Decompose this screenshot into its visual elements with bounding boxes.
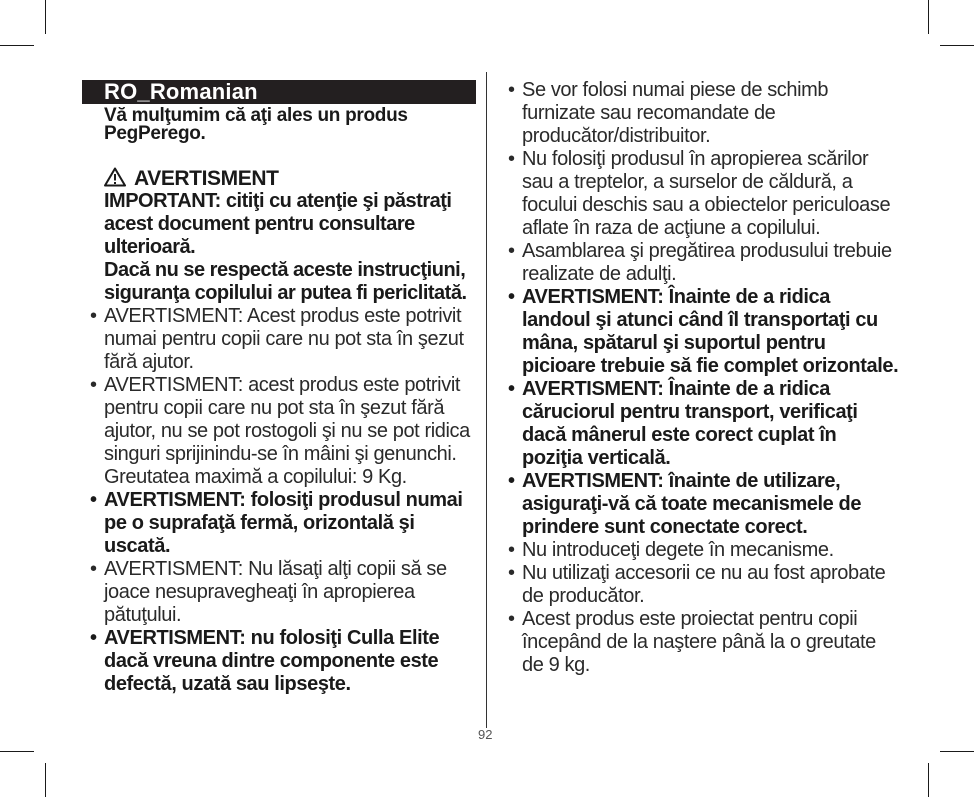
list-item: • Asamblarea şi pregătirea produsului trebuie realizate de adulţi. bbox=[506, 240, 901, 286]
crop-mark bbox=[928, 0, 929, 34]
list-item: • AVERTISMENT: folosiţi produsul numai pe o suprafaţă fermă, orizontală şi uscată. bbox=[88, 489, 474, 558]
important-note: IMPORTANT: citiţi cu atenţie şi păstraţi acest document pentru consultare ulterioară. bbox=[104, 190, 452, 258]
list-item: • AVERTISMENT: înainte de utilizare, asiguraţi-vă că toate mecanismele de prindere sunt conectate corect. bbox=[506, 470, 901, 539]
list-item: • AVERTISMENT: nu folosiţi Culla Elite dacă vreuna dintre componente este defectă, uzată sau lipseşte. bbox=[88, 627, 474, 696]
crop-mark bbox=[45, 763, 46, 797]
column-divider bbox=[486, 72, 487, 728]
list-item: • AVERTISMENT: Înainte de a ridica landoul şi atunci când îl transportaţi cu mâna, spătarul şi suportul pentru picioare trebuie să fie complet orizontale. bbox=[506, 286, 901, 378]
list-item: • Se vor folosi numai piese de schimb furnizate sau recomandate de producător/distribuitor. bbox=[506, 79, 901, 148]
left-warning-list bbox=[88, 305, 474, 696]
page-number: 92 bbox=[478, 727, 493, 742]
left-column bbox=[88, 107, 474, 696]
warning-triangle-icon bbox=[104, 167, 126, 187]
safety-note: Dacă nu se respectă aceste instrucţiuni, siguranţa copilului ar putea fi periclitată. bbox=[104, 259, 467, 304]
list-item: • AVERTISMENT: Înainte de a ridica căruciorul pentru transport, verificaţi dacă mânerul este corect cuplat în poziţia verticală. bbox=[506, 378, 901, 470]
list-item: • Nu introduceţi degete în mecanisme. bbox=[506, 539, 901, 562]
language-header: RO_Romanian bbox=[82, 80, 476, 104]
crop-mark bbox=[0, 751, 34, 752]
list-item: • Nu utilizaţi accesorii ce nu au fost aprobate de producător. bbox=[506, 562, 901, 608]
list-item: • Acest produs este proiectat pentru copii începând de la naştere până la o greutate de 9 kg. bbox=[506, 608, 901, 677]
right-column bbox=[506, 79, 901, 677]
list-item: • AVERTISMENT: Nu lăsaţi alţi copii să se joace nesupravegheaţi în apropierea pătuţului. bbox=[88, 558, 474, 627]
right-warning-list bbox=[506, 79, 901, 677]
list-item: • Nu folosiţi produsul în apropierea scărilor sau a treptelor, a surselor de căldură, a focului deschis sau a obiectelor periculoase aflate în raza de acţiune a copilului. bbox=[506, 148, 901, 240]
warning-heading bbox=[88, 167, 474, 190]
crop-mark bbox=[45, 0, 46, 34]
crop-mark bbox=[0, 45, 34, 46]
crop-mark bbox=[940, 45, 974, 46]
crop-mark bbox=[928, 763, 929, 797]
list-item: • AVERTISMENT: acest produs este potrivit pentru copii care nu pot sta în şezut fără ajutor, nu se pot rostogoli şi nu se pot ridica singuri sprijinindu-se în mâini şi genunchi. Greutatea maximă a copilului: 9 Kg. bbox=[88, 374, 474, 489]
crop-mark bbox=[940, 751, 974, 752]
thanks-text: Vă mulţumim că aţi ales un produs PegPerego. bbox=[104, 105, 408, 144]
warning-title: AVERTISMENT bbox=[134, 167, 279, 190]
list-item: • AVERTISMENT: Acest produs este potrivit numai pentru copii care nu pot sta în şezut fără ajutor. bbox=[88, 305, 474, 374]
